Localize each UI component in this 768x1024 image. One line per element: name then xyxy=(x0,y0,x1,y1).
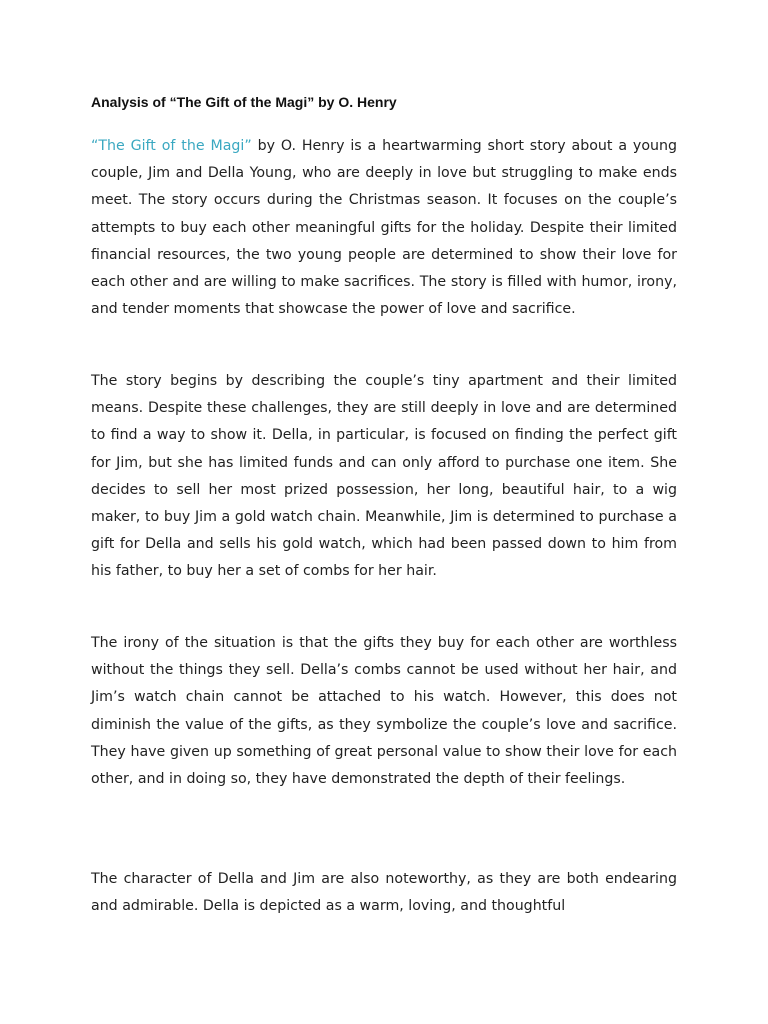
paragraph-intro xyxy=(91,133,677,323)
paragraph-story-begins: The story begins by describing the couple’s tiny apartment and their limited means. Despite these challenges, they are still deeply in love and are determined to find a way to show it. Della, in particular, is focused on finding the perfect gift for Jim, but she has limited funds and can only afford to purchase one item. She decides to sell her most prized possession, her long, beautiful hair, to a wig maker, to buy Jim a gold watch chain. Meanwhile, Jim is determined to purchase a gift for Della and sells his gold watch, which had been passed down to him from his father, to buy her a set of combs for her hair. xyxy=(91,373,677,580)
paragraph-characters: The character of Della and Jim are also noteworthy, as they are both endearing and admirable. Della is depicted as a warm, loving, and thoughtful xyxy=(91,871,677,915)
story-title-link[interactable]: “The Gift of the Magi” xyxy=(91,138,252,154)
paragraph-irony: The irony of the situation is that the gifts they buy for each other are worthless without the things they sell. Della’s combs cannot be used without her hair, and Jim’s watch chain cannot be attached to his watch. However, this does not diminish the value of the gifts, as they symbolize the couple’s love and sacrifice. They have given up something of great personal value to show their love for each other, and in doing so, they have demonstrated the depth of their feelings. xyxy=(91,635,677,788)
document-title: Analysis of “The Gift of the Magi” by O. Henry xyxy=(91,94,397,110)
paragraph-intro-text: by O. Henry is a heartwarming short story about a young couple, Jim and Della Young, who are deeply in love but struggling to make ends meet. The story occurs during the Christmas season. It focuses on the couple’s attempts to buy each other meaningful gifts for the holiday. Despite their limited financial resources, the two young people are determined to show their love for each other and are willing to make sacrifices. The story is filled with humor, irony, and tender moments that showcase the power of love and sacrifice. xyxy=(91,138,677,318)
